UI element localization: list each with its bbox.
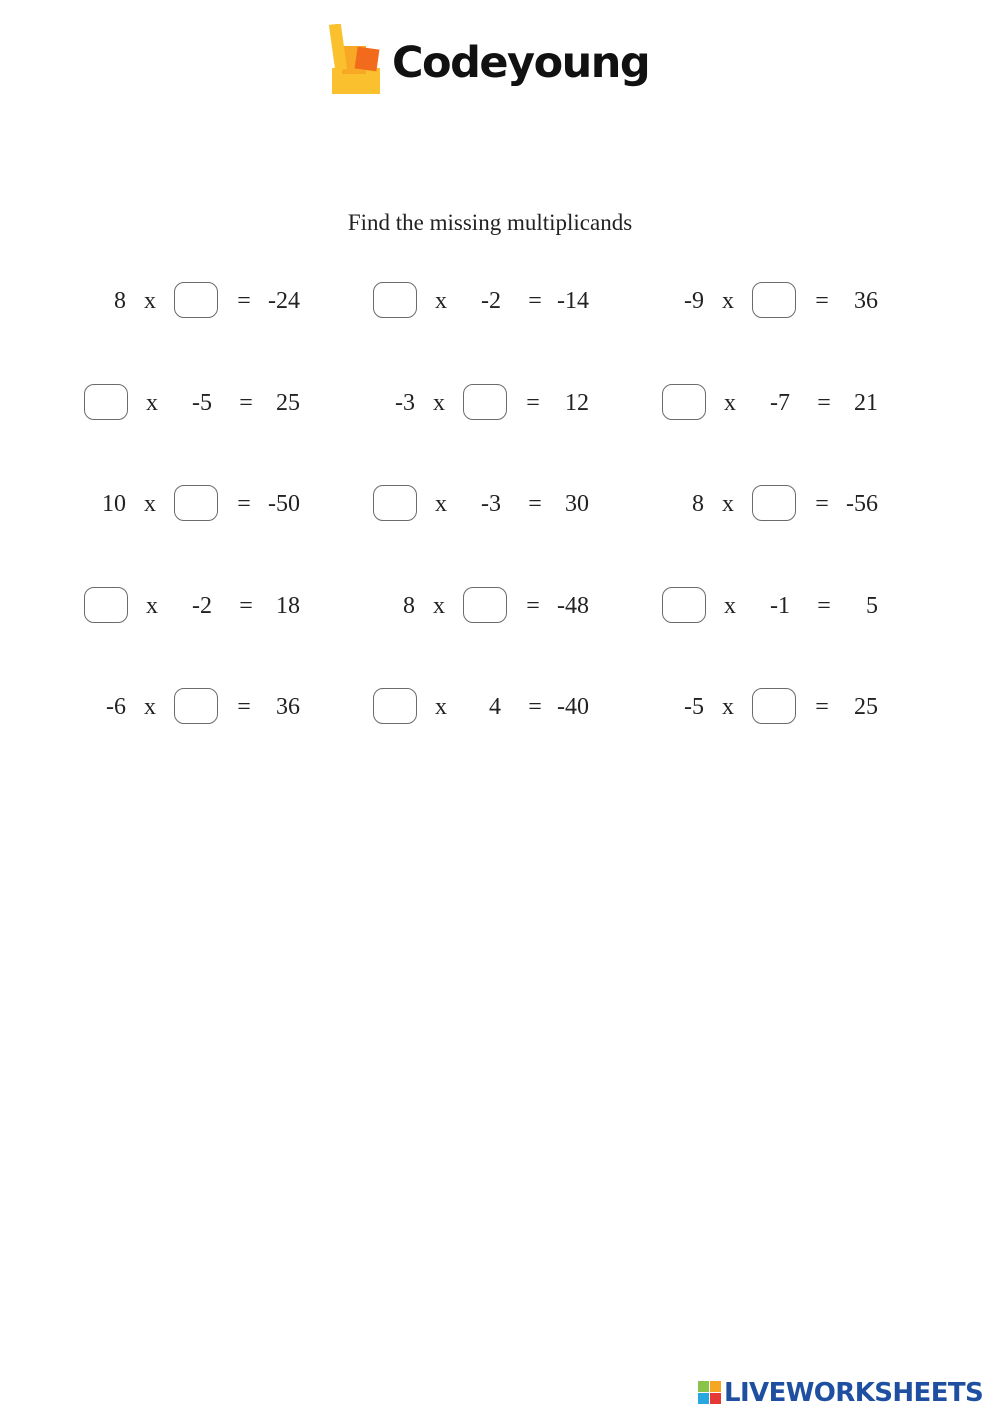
equals-sign: = <box>526 390 540 416</box>
answer-box[interactable] <box>174 485 218 521</box>
multiplicand-left: -6 <box>106 694 126 720</box>
multiply-sign: x <box>724 593 736 619</box>
equals-sign: = <box>528 288 542 314</box>
multiply-sign: x <box>435 288 447 314</box>
multiplicand-left: 8 <box>114 288 126 314</box>
multiply-sign: x <box>722 491 734 517</box>
equals-sign: = <box>237 491 251 517</box>
codeyoung-logo <box>326 24 666 104</box>
multiply-sign: x <box>435 491 447 517</box>
equals-sign: = <box>526 593 540 619</box>
multiplicand-left: -3 <box>395 390 415 416</box>
product-value: 12 <box>565 390 589 416</box>
equals-sign: = <box>815 694 829 720</box>
problem-7 <box>84 484 304 524</box>
multiply-sign: x <box>146 390 158 416</box>
multiply-sign: x <box>144 288 156 314</box>
product-value: -50 <box>268 491 300 517</box>
product-value: 5 <box>866 593 878 619</box>
liveworksheets-icon <box>698 1381 722 1405</box>
multiply-sign: x <box>433 593 445 619</box>
multiplicand-left: -5 <box>684 694 704 720</box>
answer-box[interactable] <box>662 384 706 420</box>
answer-box[interactable] <box>84 384 128 420</box>
equals-sign: = <box>528 694 542 720</box>
answer-box[interactable] <box>174 688 218 724</box>
multiplicand-right: -2 <box>481 288 501 314</box>
equals-sign: = <box>239 593 253 619</box>
brand-name: Codeyoung <box>392 38 650 88</box>
problem-10 <box>84 586 304 626</box>
product-value: 36 <box>276 694 300 720</box>
product-value: -24 <box>268 288 300 314</box>
problem-13 <box>84 687 304 727</box>
product-value: 25 <box>854 694 878 720</box>
icon-tile-red <box>710 1393 721 1404</box>
problem-14 <box>373 687 593 727</box>
multiplicand-left: 8 <box>403 593 415 619</box>
equals-sign: = <box>237 694 251 720</box>
problem-11 <box>373 586 593 626</box>
liveworksheets-brand: LIVEWORKSHEETS <box>724 1378 984 1408</box>
product-value: 36 <box>854 288 878 314</box>
answer-box[interactable] <box>84 587 128 623</box>
problem-3 <box>662 281 882 321</box>
product-value: -14 <box>557 288 589 314</box>
answer-box[interactable] <box>662 587 706 623</box>
multiply-sign: x <box>722 288 734 314</box>
multiplicand-right: -1 <box>770 593 790 619</box>
answer-box[interactable] <box>752 485 796 521</box>
multiply-sign: x <box>144 694 156 720</box>
product-value: -48 <box>557 593 589 619</box>
equals-sign: = <box>528 491 542 517</box>
problem-12 <box>662 586 882 626</box>
problem-4 <box>84 383 304 423</box>
answer-box[interactable] <box>463 587 507 623</box>
answer-box[interactable] <box>752 688 796 724</box>
problem-15 <box>662 687 882 727</box>
multiplicand-left: -9 <box>684 288 704 314</box>
multiplicand-right: -5 <box>192 390 212 416</box>
multiply-sign: x <box>722 694 734 720</box>
equals-sign: = <box>237 288 251 314</box>
answer-box[interactable] <box>752 282 796 318</box>
icon-tile-green <box>698 1381 709 1392</box>
answer-box[interactable] <box>373 485 417 521</box>
answer-box[interactable] <box>174 282 218 318</box>
instruction-text: Find the missing multiplicands <box>347 210 633 235</box>
multiplicand-left: 10 <box>102 491 126 517</box>
multiplicand-right: -7 <box>770 390 790 416</box>
equals-sign: = <box>815 288 829 314</box>
equals-sign: = <box>817 390 831 416</box>
multiply-sign: x <box>146 593 158 619</box>
multiply-sign: x <box>724 390 736 416</box>
multiply-sign: x <box>435 694 447 720</box>
codeyoung-logo-icon <box>326 24 382 96</box>
multiplicand-right: 4 <box>489 694 501 720</box>
answer-box[interactable] <box>373 282 417 318</box>
equals-sign: = <box>239 390 253 416</box>
problem-5 <box>373 383 593 423</box>
icon-tile-blue <box>698 1393 709 1404</box>
answer-box[interactable] <box>463 384 507 420</box>
product-value: 21 <box>854 390 878 416</box>
multiply-sign: x <box>144 491 156 517</box>
problem-9 <box>662 484 882 524</box>
equals-sign: = <box>815 491 829 517</box>
problem-6 <box>662 383 882 423</box>
multiplicand-right: -3 <box>481 491 501 517</box>
product-value: -40 <box>557 694 589 720</box>
multiplicand-left: 8 <box>692 491 704 517</box>
product-value: -56 <box>846 491 878 517</box>
product-value: 25 <box>276 390 300 416</box>
problem-2 <box>373 281 593 321</box>
logo-block-accent <box>355 47 380 72</box>
problem-8 <box>373 484 593 524</box>
equals-sign: = <box>817 593 831 619</box>
problem-1 <box>84 281 304 321</box>
multiply-sign: x <box>433 390 445 416</box>
multiplicand-right: -2 <box>192 593 212 619</box>
answer-box[interactable] <box>373 688 417 724</box>
product-value: 18 <box>276 593 300 619</box>
product-value: 30 <box>565 491 589 517</box>
icon-tile-orange <box>710 1381 721 1392</box>
